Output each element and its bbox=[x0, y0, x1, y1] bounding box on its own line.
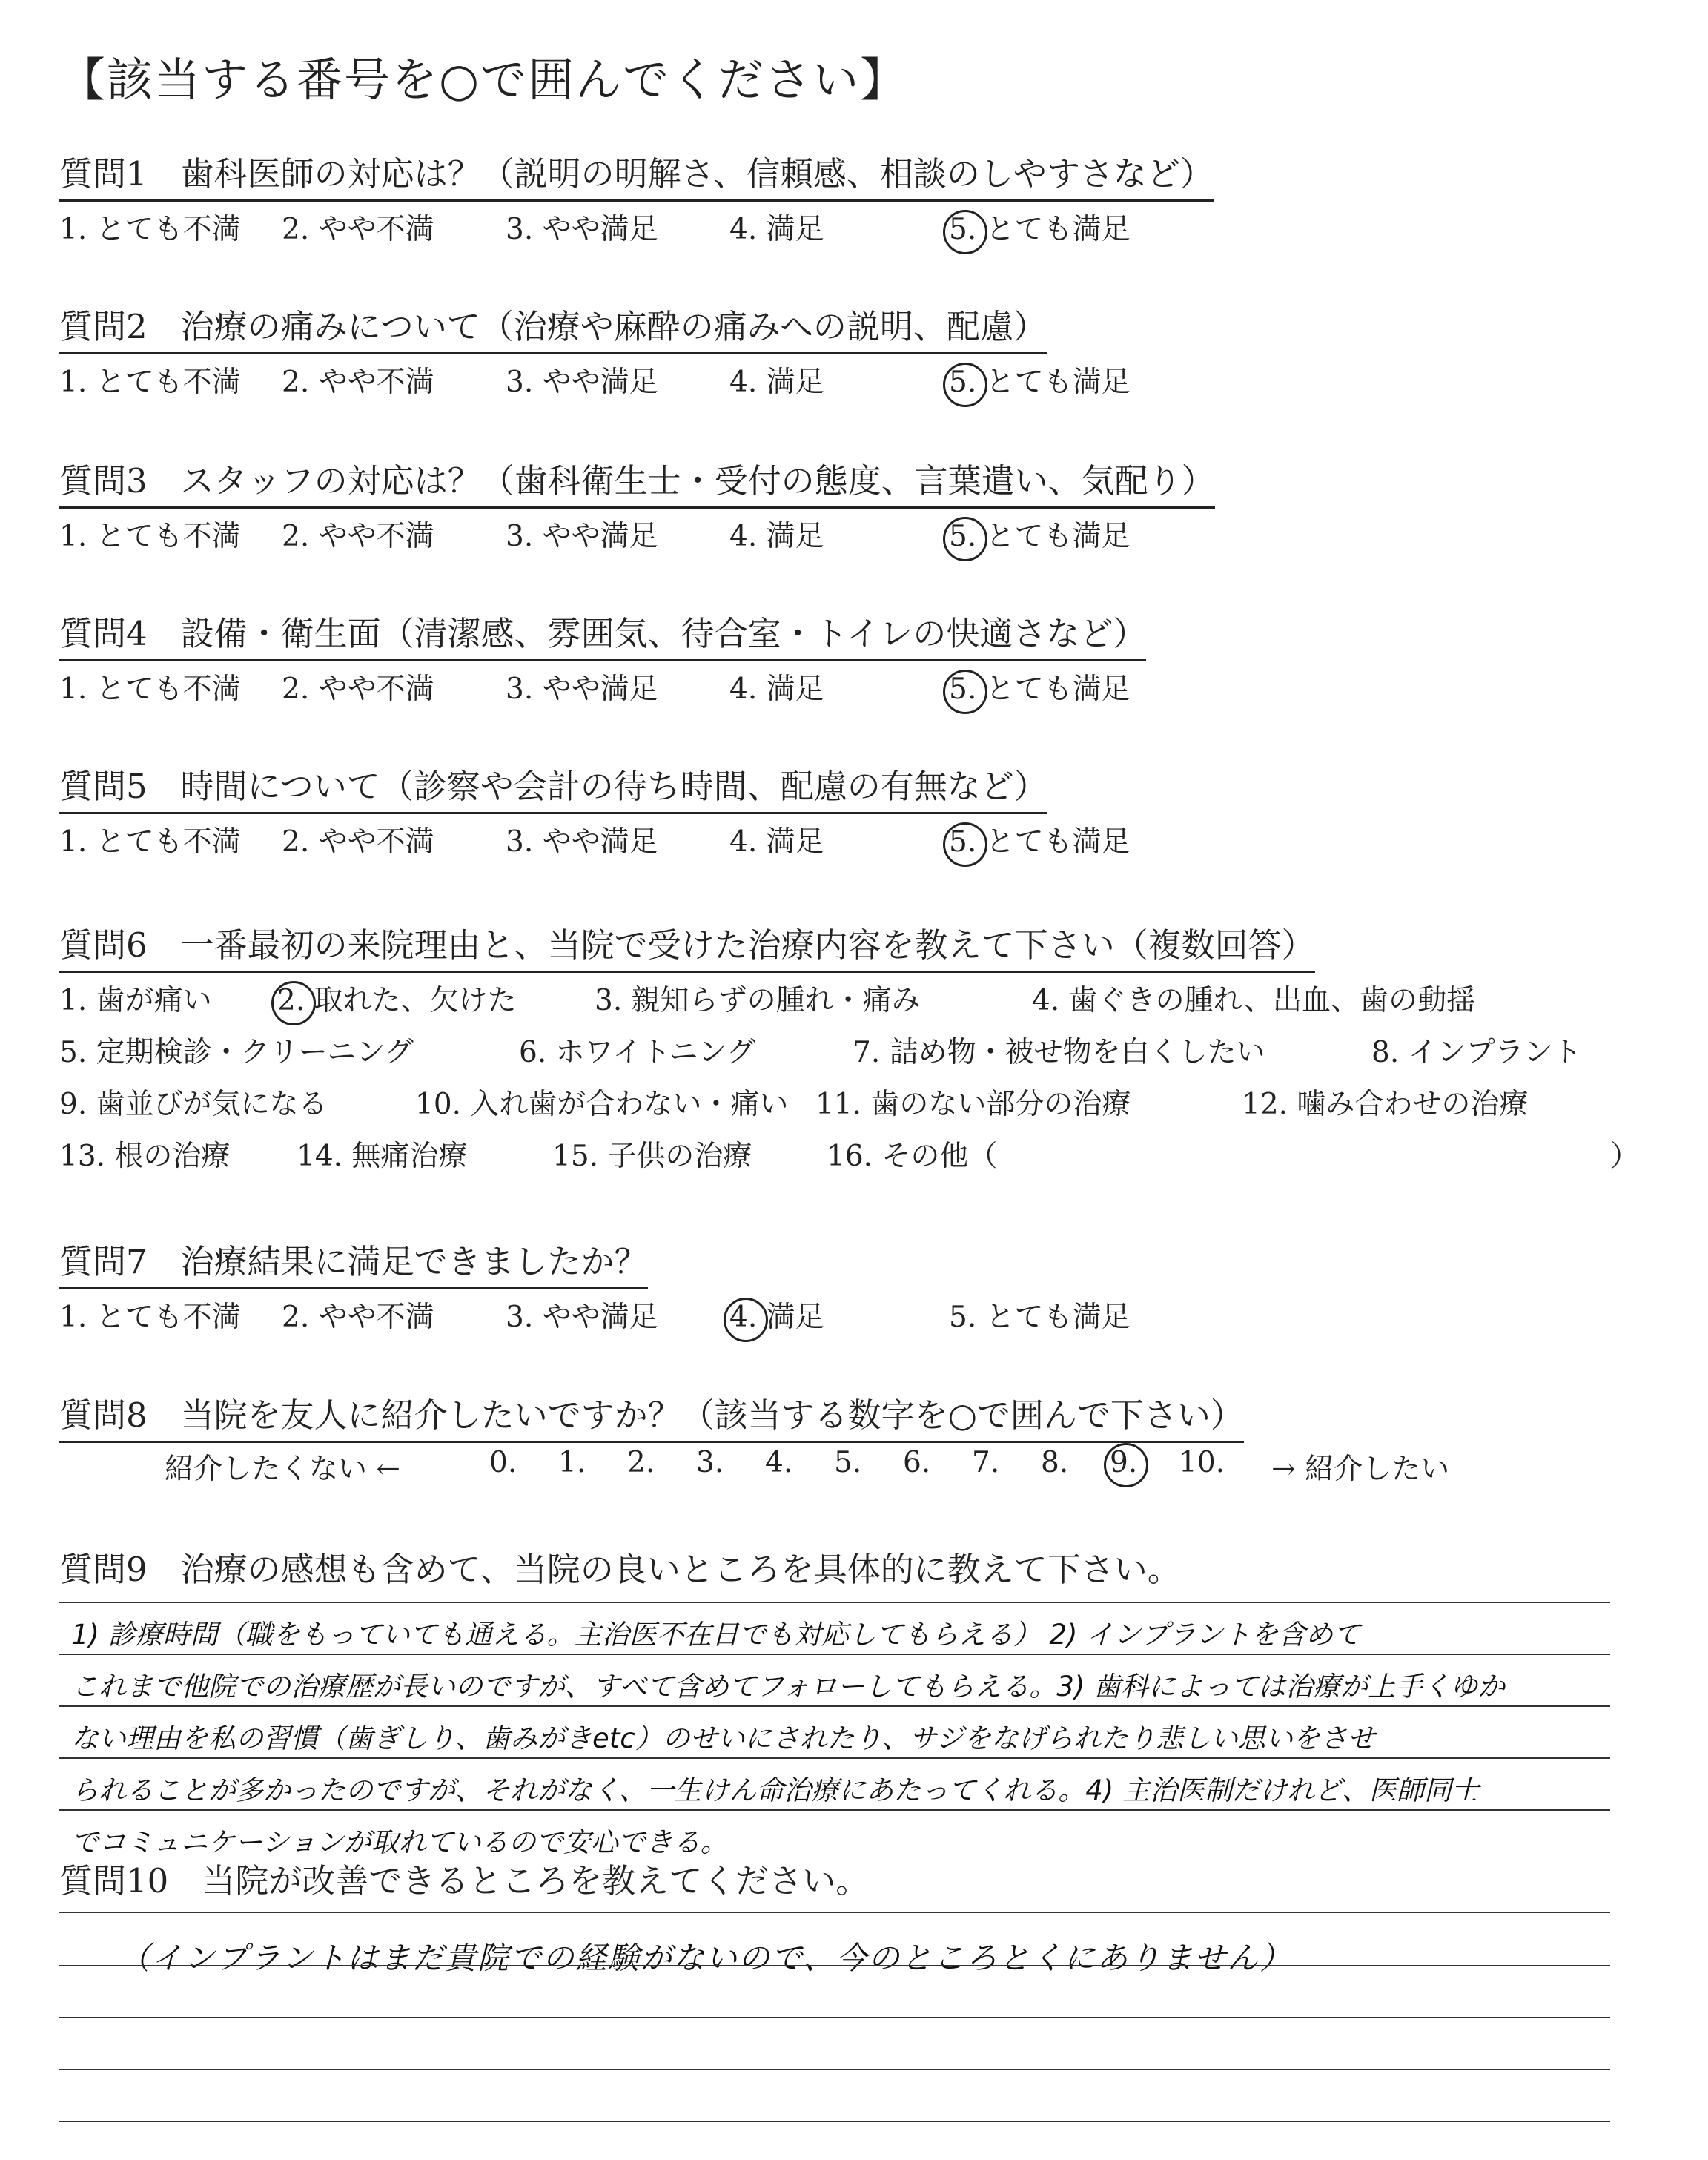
scale-number: 7. bbox=[972, 1446, 1000, 1479]
option-number: 2. bbox=[277, 984, 305, 1017]
option-label: とても満足 bbox=[976, 213, 1131, 246]
option-label: やや満足 bbox=[533, 213, 658, 246]
option-label: やや満足 bbox=[533, 825, 658, 859]
q3-option-1[interactable] bbox=[59, 513, 241, 555]
option-number: 2. bbox=[282, 825, 310, 859]
q1-option-5[interactable] bbox=[949, 206, 1131, 248]
option-label: とても不満 bbox=[87, 673, 241, 706]
option-label: 歯が痛い bbox=[87, 984, 212, 1017]
option-number: 13. bbox=[59, 1140, 106, 1173]
option-label: 満足 bbox=[757, 673, 824, 706]
option-number: 14. bbox=[297, 1140, 343, 1173]
option-number: 10. bbox=[415, 1088, 462, 1121]
option-label: とても満足 bbox=[976, 673, 1131, 706]
option-label: とても満足 bbox=[976, 366, 1131, 399]
q8-scale-9[interactable] bbox=[1110, 1446, 1137, 1479]
q8-scale-5[interactable] bbox=[834, 1446, 861, 1479]
q6-option-6[interactable] bbox=[519, 1029, 755, 1071]
q10-answer-line bbox=[59, 1965, 1610, 1966]
option-label: 親知らずの腫れ・痛み bbox=[622, 984, 921, 1017]
option-label: 満足 bbox=[757, 1301, 824, 1334]
q8-scale-3[interactable] bbox=[696, 1446, 724, 1479]
option-label: やや不満 bbox=[309, 520, 434, 553]
q4-title: 質問4 設備・衛生面（清潔感、雰囲気、待合室・トイレの快適さなど） bbox=[59, 607, 1146, 661]
option-number: 3. bbox=[506, 673, 534, 706]
option-label: やや不満 bbox=[309, 825, 434, 859]
q9-answer-text: これまで他院での治療歴が長いのですが、すべて含めてフォローしてもらえる。3) 歯科によっては治療が上手くゆか bbox=[71, 1671, 1506, 1702]
q6-option-3[interactable] bbox=[595, 977, 921, 1019]
q8-scale-1[interactable] bbox=[558, 1446, 586, 1479]
option-number: 1. bbox=[59, 213, 87, 246]
q6-option-16[interactable] bbox=[827, 1133, 997, 1175]
q9-answer-text: られることが多かったのですが、それがなく、一生けん命治療にあたってくれる。4) 主治医制だけれど、医師同士 bbox=[71, 1774, 1479, 1806]
option-number: 5. bbox=[949, 1301, 977, 1334]
q10-answer: （インプラントはまだ貴院での経験がないので、今のところとくにありません） bbox=[119, 1940, 1293, 1976]
option-label: とても不満 bbox=[87, 825, 241, 859]
option-number: 4. bbox=[729, 366, 758, 399]
q9-answer-line bbox=[59, 1654, 1610, 1655]
option-number: 15. bbox=[552, 1140, 599, 1173]
option-label: とても満足 bbox=[976, 520, 1131, 553]
option-label: やや満足 bbox=[533, 366, 658, 399]
option-number: 5. bbox=[949, 366, 977, 399]
q8-scale-2[interactable] bbox=[627, 1446, 655, 1479]
scale-number: 4. bbox=[765, 1446, 793, 1479]
q9-answer-line bbox=[59, 1809, 1610, 1811]
option-label: やや満足 bbox=[533, 673, 658, 706]
q2-option-1[interactable] bbox=[59, 359, 241, 400]
q4-option-1[interactable] bbox=[59, 666, 241, 707]
option-number: 2. bbox=[282, 1301, 310, 1334]
q8-right-label: → 紹介したい bbox=[1271, 1453, 1450, 1486]
option-label: 噛み合わせの治療 bbox=[1288, 1088, 1529, 1121]
q8-scale-6[interactable] bbox=[903, 1446, 930, 1479]
page-heading: 【該当する番号を○で囲んでください】 bbox=[59, 53, 908, 107]
option-label: 無痛治療 bbox=[342, 1140, 468, 1173]
option-number: 3. bbox=[506, 366, 534, 399]
q4-option-2[interactable] bbox=[282, 666, 434, 707]
q8-title: 質問8 当院を友人に紹介したいですか？（該当する数字を○で囲んで下さい） bbox=[59, 1388, 1244, 1443]
option-number: 3. bbox=[506, 825, 534, 859]
q7-option-5[interactable] bbox=[949, 1294, 1131, 1335]
option-label: 歯のない部分の治療 bbox=[861, 1088, 1131, 1121]
option-number: 6. bbox=[519, 1036, 547, 1069]
q5-option-4[interactable] bbox=[729, 819, 824, 860]
option-number: 3. bbox=[506, 1301, 534, 1334]
scale-number: 3. bbox=[696, 1446, 724, 1479]
q1-option-1[interactable] bbox=[59, 206, 241, 248]
q6-option-13[interactable] bbox=[59, 1133, 230, 1175]
q3-option-2[interactable] bbox=[282, 513, 434, 555]
q7-option-1[interactable] bbox=[59, 1294, 241, 1335]
q8-scale-4[interactable] bbox=[765, 1446, 792, 1479]
q5-option-1[interactable] bbox=[59, 819, 241, 860]
option-label: 歯並びが気になる bbox=[87, 1088, 328, 1121]
option-label: とても不満 bbox=[87, 1301, 241, 1334]
option-number: 1. bbox=[59, 984, 87, 1017]
option-label: インプラント bbox=[1399, 1036, 1582, 1069]
option-number: 4. bbox=[729, 213, 758, 246]
q6-option-9[interactable] bbox=[59, 1081, 328, 1123]
q9-answer-line bbox=[59, 1705, 1610, 1707]
option-label: とても不満 bbox=[87, 366, 241, 399]
q6-option-7[interactable] bbox=[853, 1029, 1265, 1071]
option-number: 4. bbox=[729, 520, 758, 553]
q6-other-close: ） bbox=[1610, 1140, 1640, 1173]
option-label: 満足 bbox=[757, 520, 824, 553]
q7-option-3[interactable] bbox=[506, 1294, 658, 1335]
option-label: やや不満 bbox=[309, 366, 434, 399]
scale-number: 9. bbox=[1110, 1446, 1138, 1479]
option-label: ホワイトニング bbox=[546, 1036, 756, 1069]
option-number: 1. bbox=[59, 520, 87, 553]
option-number: 4. bbox=[729, 673, 758, 706]
option-number: 1. bbox=[59, 1301, 87, 1334]
q1-option-3[interactable] bbox=[506, 206, 658, 248]
q10-answer-line bbox=[59, 2121, 1610, 2122]
option-label: とても不満 bbox=[87, 520, 241, 553]
option-number: 5. bbox=[949, 213, 977, 246]
option-number: 11. bbox=[815, 1088, 862, 1121]
q2-title: 質問2 治療の痛みについて（治療や麻酔の痛みへの説明、配慮） bbox=[59, 300, 1047, 354]
option-label: 取れた、欠けた bbox=[305, 984, 517, 1017]
q1-title: 質問1 歯科医師の対応は？（説明の明解さ、信頼感、相談のしやすさなど） bbox=[59, 147, 1214, 202]
q7-option-4[interactable] bbox=[729, 1294, 824, 1335]
q8-scale-7[interactable] bbox=[972, 1446, 999, 1479]
option-number: 9. bbox=[59, 1088, 87, 1121]
q9-title: 質問9 治療の感想も含めて、当院の良いところを具体的に教えて下さい。 bbox=[59, 1550, 1181, 1589]
option-number: 12. bbox=[1242, 1088, 1288, 1121]
q10-answer-line bbox=[59, 1912, 1610, 1913]
option-number: 16. bbox=[827, 1140, 873, 1173]
option-number: 1. bbox=[59, 366, 87, 399]
q3-option-4[interactable] bbox=[729, 513, 824, 555]
option-number: 1. bbox=[59, 673, 87, 706]
option-number: 5. bbox=[59, 1036, 87, 1069]
q6-option-8[interactable] bbox=[1371, 1029, 1582, 1071]
q8-scale-8[interactable] bbox=[1041, 1446, 1068, 1479]
q6-option-11[interactable] bbox=[815, 1081, 1131, 1123]
q1-option-2[interactable] bbox=[282, 206, 434, 248]
q9-answer-text: 1) 診療時間（職をもっていても通える。主治医不在日でも対応してもらえる） 2) インプラントを含めて bbox=[71, 1619, 1361, 1651]
option-number: 5. bbox=[949, 825, 977, 859]
option-label: やや不満 bbox=[309, 1301, 434, 1334]
q2-option-4[interactable] bbox=[729, 359, 824, 400]
q4-option-4[interactable] bbox=[729, 666, 824, 707]
q5-option-2[interactable] bbox=[282, 819, 434, 860]
option-number: 5. bbox=[949, 520, 977, 553]
q7-option-2[interactable] bbox=[282, 1294, 434, 1335]
option-label: とても満足 bbox=[976, 825, 1131, 859]
q10-answer-line bbox=[59, 2069, 1610, 2070]
q9-answer-text: ない理由を私の習慣（歯ぎしり、歯みがきetc）のせいにされたり、サジをなげられたり悲しい思いをさせ bbox=[71, 1723, 1375, 1754]
q3-option-5[interactable] bbox=[949, 513, 1131, 555]
q6-option-15[interactable] bbox=[552, 1133, 752, 1175]
option-number: 3. bbox=[506, 213, 534, 246]
q2-option-2[interactable] bbox=[282, 359, 434, 400]
option-number: 7. bbox=[853, 1036, 881, 1069]
q6-option-2[interactable] bbox=[277, 977, 517, 1019]
q3-title: 質問3 スタッフの対応は？（歯科衛生士・受付の態度、言葉遣い、気配り） bbox=[59, 454, 1215, 509]
option-number: 4. bbox=[729, 1301, 758, 1334]
option-label: 子供の治療 bbox=[598, 1140, 752, 1173]
scale-number: 2. bbox=[627, 1446, 655, 1479]
option-number: 5. bbox=[949, 673, 977, 706]
option-number: 2. bbox=[282, 520, 310, 553]
q6-option-10[interactable] bbox=[415, 1081, 788, 1123]
q2-option-3[interactable] bbox=[506, 359, 658, 400]
option-number: 2. bbox=[282, 673, 310, 706]
q6-option-5[interactable] bbox=[59, 1029, 414, 1071]
scale-number: 5. bbox=[834, 1446, 862, 1479]
option-label: 詰め物・被せ物を白くしたい bbox=[880, 1036, 1265, 1069]
q6-option-4[interactable] bbox=[1032, 977, 1475, 1019]
option-label: 定期検診・クリーニング bbox=[87, 1036, 414, 1069]
option-label: やや不満 bbox=[309, 213, 434, 246]
q5-option-3[interactable] bbox=[506, 819, 658, 860]
option-number: 3. bbox=[595, 984, 623, 1017]
option-label: やや不満 bbox=[309, 673, 434, 706]
q10-title: 質問10 当院が改善できるところを教えてください。 bbox=[59, 1861, 870, 1900]
option-number: 8. bbox=[1371, 1036, 1400, 1069]
q5-title: 質問5 時間について（診察や会計の待ち時間、配慮の有無など） bbox=[59, 759, 1047, 814]
option-number: 2. bbox=[282, 213, 310, 246]
q6-option-1[interactable] bbox=[59, 977, 212, 1019]
option-label: 満足 bbox=[757, 213, 824, 246]
option-label: とても不満 bbox=[87, 213, 241, 246]
q1-option-4[interactable] bbox=[729, 206, 824, 248]
option-number: 2. bbox=[282, 366, 310, 399]
option-label: 満足 bbox=[757, 825, 824, 859]
q2-option-5[interactable] bbox=[949, 359, 1131, 400]
q8-left-label: 紹介したくない ← bbox=[165, 1453, 401, 1486]
q6-option-12[interactable] bbox=[1242, 1081, 1528, 1123]
scale-number: 6. bbox=[903, 1446, 931, 1479]
scale-number: 0. bbox=[489, 1446, 517, 1479]
q9-answer-text: でコミュニケーションが取れているので安心できる。 bbox=[71, 1826, 728, 1858]
option-number: 3. bbox=[506, 520, 534, 553]
q8-scale-10[interactable] bbox=[1179, 1446, 1225, 1479]
option-label: 根の治療 bbox=[105, 1140, 231, 1173]
option-label: 入れ歯が合わない・痛い bbox=[461, 1088, 789, 1121]
q5-option-5[interactable] bbox=[949, 819, 1131, 860]
option-label: 歯ぐきの腫れ、出血、歯の動揺 bbox=[1059, 984, 1475, 1017]
option-label: やや満足 bbox=[533, 520, 658, 553]
option-label: やや満足 bbox=[533, 1301, 658, 1334]
option-label: 満足 bbox=[757, 366, 824, 399]
option-label: その他（ bbox=[873, 1140, 998, 1173]
option-number: 1. bbox=[59, 825, 87, 859]
option-number: 4. bbox=[1032, 984, 1060, 1017]
q10-answer-line bbox=[59, 2017, 1610, 2018]
q7-title: 質問7 治療結果に満足できましたか？ bbox=[59, 1235, 648, 1289]
scale-number: 8. bbox=[1041, 1446, 1069, 1479]
q9-answer-line bbox=[59, 1757, 1610, 1759]
option-label: とても満足 bbox=[976, 1301, 1131, 1334]
scale-number: 1. bbox=[558, 1446, 586, 1479]
q3-option-3[interactable] bbox=[506, 513, 658, 555]
option-number: 4. bbox=[729, 825, 758, 859]
q4-option-5[interactable] bbox=[949, 666, 1131, 707]
q9-answer-line bbox=[59, 1602, 1610, 1603]
q8-scale-0[interactable] bbox=[489, 1446, 517, 1479]
scale-number: 10. bbox=[1179, 1446, 1225, 1479]
q4-option-3[interactable] bbox=[506, 666, 658, 707]
q6-option-14[interactable] bbox=[297, 1133, 467, 1175]
q6-title: 質問6 一番最初の来院理由と、当院で受けた治療内容を教えて下さい（複数回答） bbox=[59, 918, 1315, 973]
